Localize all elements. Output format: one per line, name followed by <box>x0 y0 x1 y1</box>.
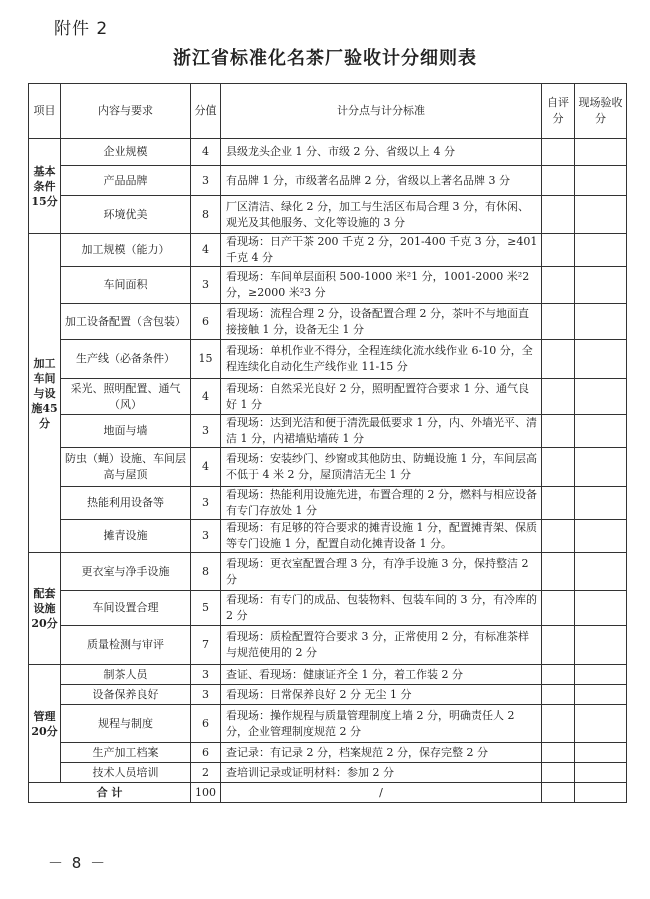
item-score: 6 <box>191 304 221 340</box>
table-row <box>29 448 627 487</box>
table-row <box>29 705 627 743</box>
item-score: 3 <box>191 415 221 448</box>
item-criteria: 看现场：流程合理 2 分，设备配置合理 2 分，茶叶不与地面直接接触 1 分，设备无尘 1 分 <box>221 304 542 340</box>
item-criteria: 看现场：有足够的符合要求的摊青设施 1 分，配置摊青架、保质等专门设施 1 分，配置自动化摊青设备 1 分。 <box>221 520 542 553</box>
item-criteria: 看现场：质检配置符合要求 3 分，正常使用 2 分，有标准茶样与规范使用的 2 分 <box>221 626 542 665</box>
site-score-cell <box>575 304 627 340</box>
table-row <box>29 415 627 448</box>
item-content: 地面与墙 <box>61 415 191 448</box>
col-header-criteria: 计分点与计分标准 <box>221 84 542 139</box>
attachment-label: 附件 2 <box>54 19 109 39</box>
table-body <box>29 139 627 803</box>
item-score: 2 <box>191 763 221 783</box>
col-header-site-score: 现场验收分 <box>575 84 627 139</box>
site-score-cell <box>575 520 627 553</box>
section-category: 基本条件15分 <box>29 139 61 234</box>
self-score-cell <box>542 448 575 487</box>
table-row <box>29 685 627 705</box>
item-criteria: 看现场：车间单层面积 500-1000 米²1 分，1001-2000 米²2 分，≥2000 米²3 分 <box>221 267 542 304</box>
site-score-cell <box>575 553 627 591</box>
site-score-cell <box>575 743 627 763</box>
self-score-cell <box>542 196 575 234</box>
self-score-cell <box>542 487 575 520</box>
self-score-cell <box>542 520 575 553</box>
site-score-cell <box>575 783 627 803</box>
item-criteria: 县级龙头企业 1 分、市级 2 分、省级以上 4 分 <box>221 139 542 166</box>
item-score: 3 <box>191 166 221 196</box>
self-score-cell <box>542 665 575 685</box>
table-row <box>29 487 627 520</box>
self-score-cell <box>542 705 575 743</box>
total-label: 合 计 <box>29 783 191 803</box>
item-content: 摊青设施 <box>61 520 191 553</box>
table-row <box>29 763 627 783</box>
self-score-cell <box>542 685 575 705</box>
total-criteria: / <box>221 783 542 803</box>
item-criteria: 看现场：有专门的成品、包装物料、包装车间的 3 分，有冷库的 2 分 <box>221 591 542 626</box>
site-score-cell <box>575 487 627 520</box>
self-score-cell <box>542 763 575 783</box>
col-header-score: 分值 <box>191 84 221 139</box>
site-score-cell <box>575 234 627 267</box>
item-criteria: 看现场：自然采光良好 2 分，照明配置符合要求 1 分、通气良好 1 分 <box>221 379 542 415</box>
table-row <box>29 591 627 626</box>
item-content: 车间面积 <box>61 267 191 304</box>
item-score: 15 <box>191 340 221 379</box>
col-header-content: 内容与要求 <box>61 84 191 139</box>
item-criteria: 看现场：安装纱门、纱窗或其他防虫、防蝇设施 1 分，车间层高不低于 4 米 2 分，屋顶清洁无尘 1 分 <box>221 448 542 487</box>
item-score: 7 <box>191 626 221 665</box>
item-criteria: 查记录：有记录 2 分，档案规范 2 分，保存完整 2 分 <box>221 743 542 763</box>
site-score-cell <box>575 379 627 415</box>
item-content: 生产加工档案 <box>61 743 191 763</box>
item-score: 3 <box>191 267 221 304</box>
site-score-cell <box>575 591 627 626</box>
item-criteria: 查证、看现场：健康证齐全 1 分，着工作装 2 分 <box>221 665 542 685</box>
item-content: 车间设置合理 <box>61 591 191 626</box>
item-content: 设备保养良好 <box>61 685 191 705</box>
item-score: 3 <box>191 487 221 520</box>
item-score: 6 <box>191 705 221 743</box>
item-content: 加工规模（能力） <box>61 234 191 267</box>
self-score-cell <box>542 340 575 379</box>
site-score-cell <box>575 139 627 166</box>
table-row <box>29 379 627 415</box>
section-category: 加工车间与设施45分 <box>29 234 61 553</box>
site-score-cell <box>575 267 627 304</box>
col-header-item: 项目 <box>29 84 61 139</box>
site-score-cell <box>575 665 627 685</box>
self-score-cell <box>542 591 575 626</box>
table-header-row <box>29 84 627 139</box>
self-score-cell <box>542 166 575 196</box>
self-score-cell <box>542 234 575 267</box>
page-title: 浙江省标准化名茶厂验收计分细则表 <box>173 48 477 69</box>
item-criteria: 看现场：日产干茶 200 千克 2 分，201-400 千克 3 分，≥401 千克 4 分 <box>221 234 542 267</box>
item-score: 8 <box>191 553 221 591</box>
self-score-cell <box>542 553 575 591</box>
item-content: 更衣室与净手设施 <box>61 553 191 591</box>
item-criteria: 看现场：更衣室配置合理 3 分，有净手设施 3 分，保持整洁 2 分 <box>221 553 542 591</box>
total-row <box>29 783 627 803</box>
self-score-cell <box>542 626 575 665</box>
item-content: 环境优美 <box>61 196 191 234</box>
item-criteria: 查培训记录或证明材料：参加 2 分 <box>221 763 542 783</box>
item-score: 6 <box>191 743 221 763</box>
item-criteria: 看现场：操作规程与质量管理制度上墙 2 分，明确责任人 2 分，企业管理制度规范 2 分 <box>221 705 542 743</box>
total-score: 100 <box>191 783 221 803</box>
item-content: 企业规模 <box>61 139 191 166</box>
self-score-cell <box>542 304 575 340</box>
site-score-cell <box>575 626 627 665</box>
item-score: 4 <box>191 448 221 487</box>
section-category: 管理20分 <box>29 665 61 783</box>
site-score-cell <box>575 705 627 743</box>
site-score-cell <box>575 685 627 705</box>
item-score: 4 <box>191 139 221 166</box>
site-score-cell <box>575 448 627 487</box>
item-content: 规程与制度 <box>61 705 191 743</box>
table-row <box>29 234 627 267</box>
item-score: 8 <box>191 196 221 234</box>
item-score: 5 <box>191 591 221 626</box>
self-score-cell <box>542 267 575 304</box>
section-category: 配套设施20分 <box>29 553 61 665</box>
item-content: 生产线（必备条件） <box>61 340 191 379</box>
self-score-cell <box>542 743 575 763</box>
site-score-cell <box>575 415 627 448</box>
item-content: 技术人员培训 <box>61 763 191 783</box>
item-score: 3 <box>191 520 221 553</box>
item-criteria: 厂区清洁、绿化 2 分，加工与生活区布局合理 3 分，有休闲、观光及其他服务、文化等设施的 3 分 <box>221 196 542 234</box>
self-score-cell <box>542 415 575 448</box>
table-row <box>29 520 627 553</box>
table-row <box>29 196 627 234</box>
col-header-self-score: 自评分 <box>542 84 575 139</box>
scoring-table <box>28 83 627 803</box>
item-criteria: 看现场：日常保养良好 2 分 无尘 1 分 <box>221 685 542 705</box>
item-content: 产品品牌 <box>61 166 191 196</box>
item-criteria: 看现场：达到光洁和便于清洗最低要求 1 分，内、外墙光平、清洁 1 分，内裙墙贴墙砖 1 分 <box>221 415 542 448</box>
item-score: 3 <box>191 665 221 685</box>
site-score-cell <box>575 196 627 234</box>
page-number: － 8 － <box>48 854 108 872</box>
site-score-cell <box>575 763 627 783</box>
table-row <box>29 267 627 304</box>
table-row <box>29 166 627 196</box>
self-score-cell <box>542 379 575 415</box>
item-content: 加工设备配置（含包装） <box>61 304 191 340</box>
item-content: 采光、照明配置、通气（风） <box>61 379 191 415</box>
item-score: 4 <box>191 379 221 415</box>
table-row <box>29 553 627 591</box>
table-row <box>29 665 627 685</box>
site-score-cell <box>575 340 627 379</box>
item-content: 热能利用设备等 <box>61 487 191 520</box>
site-score-cell <box>575 166 627 196</box>
self-score-cell <box>542 783 575 803</box>
item-content: 制茶人员 <box>61 665 191 685</box>
table-row <box>29 743 627 763</box>
item-criteria: 看现场：热能利用设施先进，布置合理的 2 分，燃料与相应设备有专门存放处 1 分 <box>221 487 542 520</box>
item-content: 防虫（蝇）设施、车间层高与屋顶 <box>61 448 191 487</box>
table-row <box>29 340 627 379</box>
table-row <box>29 139 627 166</box>
item-content: 质量检测与审评 <box>61 626 191 665</box>
item-criteria: 看现场：单机作业不得分，全程连续化流水线作业 6-10 分，全程连续化自动化生产线作业 11-15 分 <box>221 340 542 379</box>
table-row <box>29 304 627 340</box>
item-score: 4 <box>191 234 221 267</box>
item-score: 3 <box>191 685 221 705</box>
table-row <box>29 626 627 665</box>
self-score-cell <box>542 139 575 166</box>
item-criteria: 有品牌 1 分，市级著名品牌 2 分，省级以上著名品牌 3 分 <box>221 166 542 196</box>
